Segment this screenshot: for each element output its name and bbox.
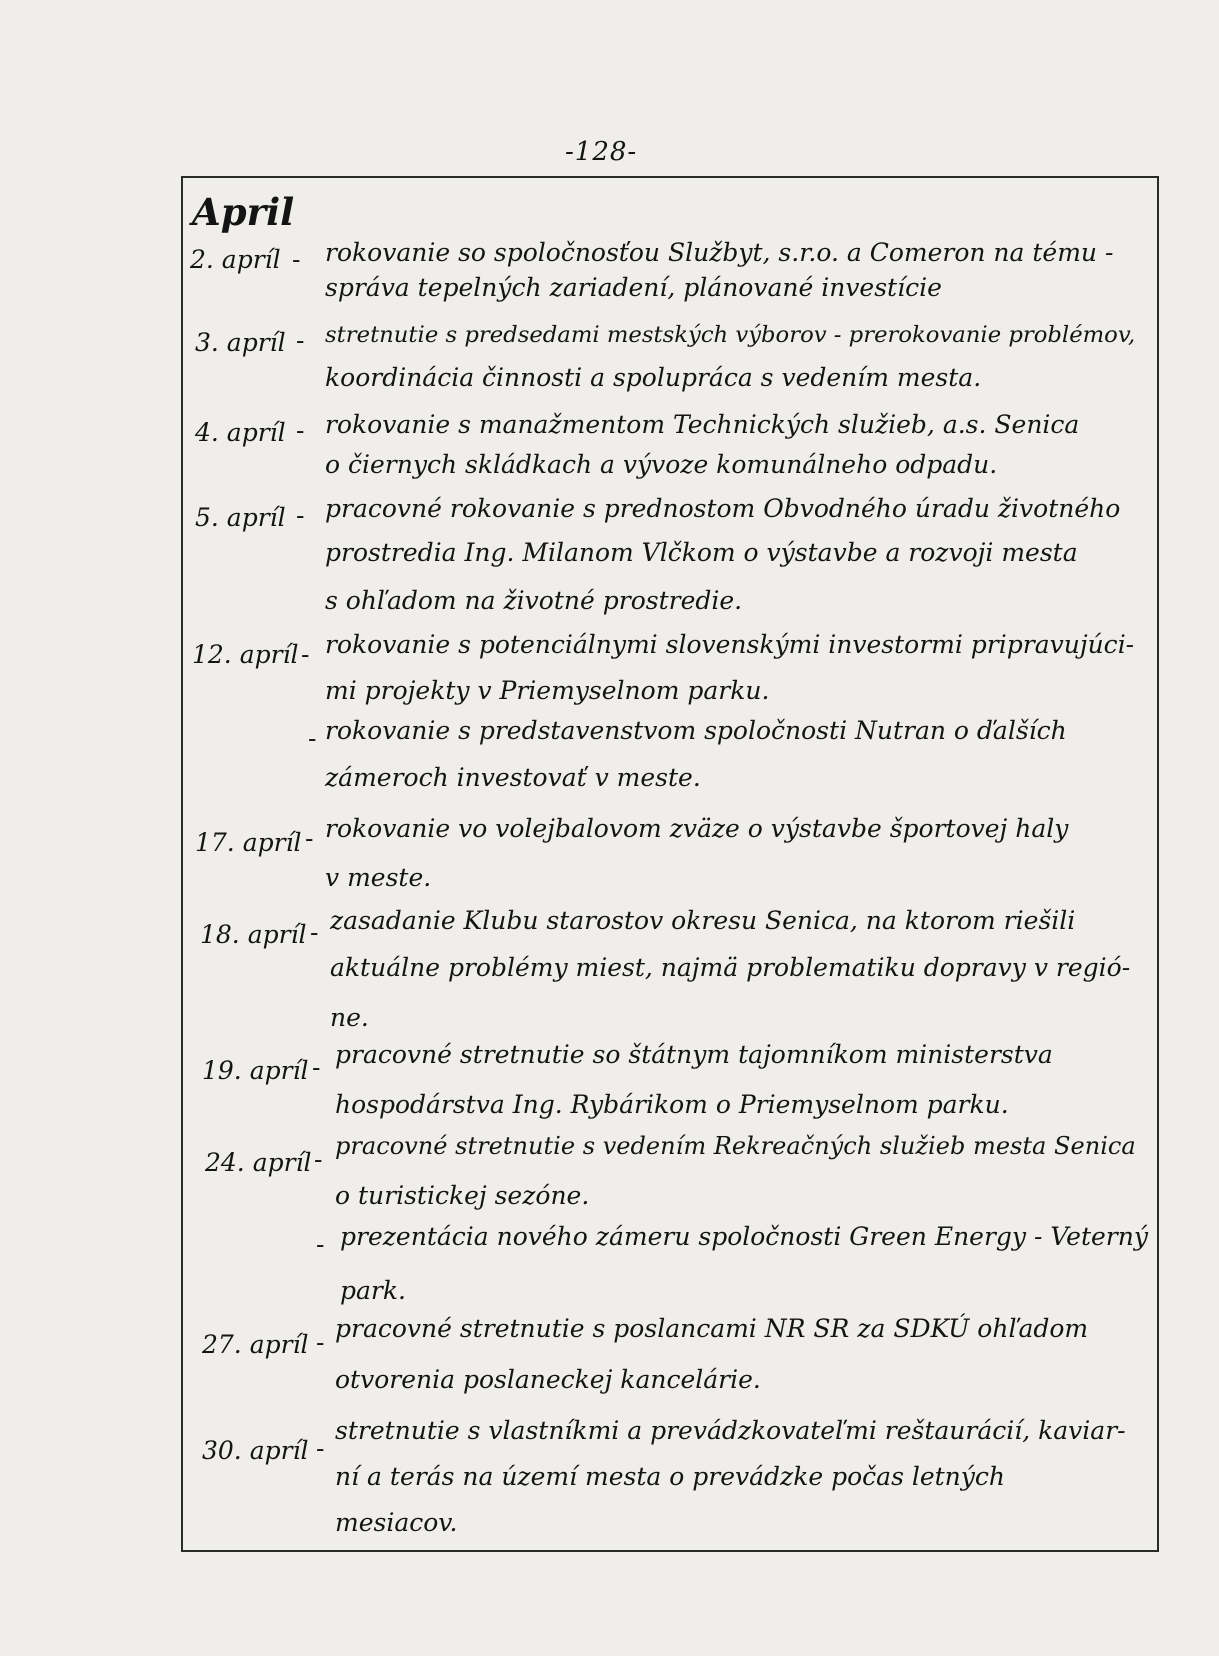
- date-label: 3. apríl: [195, 328, 286, 357]
- dash: -: [316, 1434, 325, 1463]
- dash: -: [296, 501, 305, 530]
- entry-line: o čiernych skládkach a vývoze komunálneho odpadu.: [325, 450, 998, 479]
- date-label: 12. apríl: [192, 640, 299, 669]
- page-number: -128-: [565, 137, 638, 167]
- date-label: 27. apríl: [202, 1330, 309, 1359]
- entry-line: prezentácia nového zámeru spoločnosti Green Energy - Veterný: [340, 1222, 1148, 1251]
- entry-line: pracovné stretnutie s poslancami NR SR za SDKÚ ohľadom: [335, 1314, 1089, 1343]
- entry-line: stretnutie s predsedami mestských výborov - prerokovanie problémov,: [325, 322, 1136, 348]
- date-label: 30. apríl: [202, 1436, 309, 1465]
- date-label: 17. apríl: [195, 828, 302, 857]
- dash: -: [312, 1053, 321, 1082]
- entry-line: s ohľadom na životné prostredie.: [325, 586, 743, 615]
- date-label: 18. apríl: [200, 920, 307, 949]
- entry-line: mesiacov.: [335, 1508, 458, 1537]
- date-label: 5. apríl: [195, 503, 286, 532]
- entry-line: rokovanie s potenciálnymi slovenskými investormi pripravujúci-: [325, 630, 1135, 659]
- entry-line: rokovanie s manažmentom Technických služieb, a.s. Senica: [325, 410, 1080, 439]
- dash: -: [301, 640, 310, 669]
- entry-line: stretnutie s vlastníkmi a prevádzkovateľmi reštaurácií, kaviar-: [335, 1416, 1126, 1445]
- entry-line: zámeroch investovať v meste.: [325, 763, 701, 792]
- entry-line: o turistickej sezóne.: [335, 1181, 590, 1210]
- date-label: 2. apríl: [190, 245, 281, 274]
- entry-line: rokovanie so spoločnosťou Službyt, s.r.o. a Comeron na tému -: [325, 238, 1114, 267]
- entry-line: rokovanie s predstavenstvom spoločnosti Nutran o ďalších: [325, 716, 1067, 745]
- entry-line: hospodárstva Ing. Rybárikom o Priemyselnom parku.: [335, 1090, 1009, 1119]
- date-label: 19. apríl: [202, 1056, 309, 1085]
- date-label: 24. apríl: [205, 1148, 312, 1177]
- entry-line: v meste.: [325, 863, 432, 892]
- dash: -: [296, 416, 305, 445]
- dash: -: [310, 918, 319, 947]
- entry-line: správa tepelných zariadení, plánované investície: [325, 273, 942, 302]
- entry-line: ní a terás na území mesta o prevádzke počas letných: [335, 1462, 1006, 1491]
- entry-line: pracovné rokovanie s prednostom Obvodného úradu životného: [325, 494, 1121, 523]
- dash: -: [305, 824, 314, 853]
- entry-line: ne.: [330, 1003, 369, 1032]
- entry-line: mi projekty v Priemyselnom parku.: [325, 676, 770, 705]
- entry-line: aktuálne problémy miest, najmä problematiku dopravy v regió-: [330, 953, 1131, 982]
- month-heading: April: [192, 190, 295, 234]
- entry-line: prostredia Ing. Milanom Vlčkom o výstavbe a rozvoji mesta: [325, 538, 1078, 567]
- entry-line: pracovné stretnutie s vedením Rekreačných služieb mesta Senica: [335, 1132, 1136, 1160]
- dash: -: [308, 724, 317, 753]
- dash: -: [292, 245, 301, 274]
- entry-line: otvorenia poslaneckej kancelárie.: [335, 1365, 761, 1394]
- entry-line: zasadanie Klubu starostov okresu Senica, na ktorom riešili: [330, 906, 1076, 935]
- dash: -: [296, 326, 305, 355]
- dash: -: [314, 1145, 323, 1174]
- dash: -: [316, 1328, 325, 1357]
- entry-line: koordinácia činnosti a spolupráca s vedením mesta.: [325, 363, 982, 392]
- entry-line: park.: [340, 1276, 406, 1305]
- entry-line: rokovanie vo volejbalovom zväze o výstavbe športovej haly: [325, 814, 1069, 843]
- dash: -: [316, 1230, 325, 1259]
- entry-line: pracovné stretnutie so štátnym tajomníkom ministerstva: [335, 1040, 1053, 1069]
- date-label: 4. apríl: [195, 418, 286, 447]
